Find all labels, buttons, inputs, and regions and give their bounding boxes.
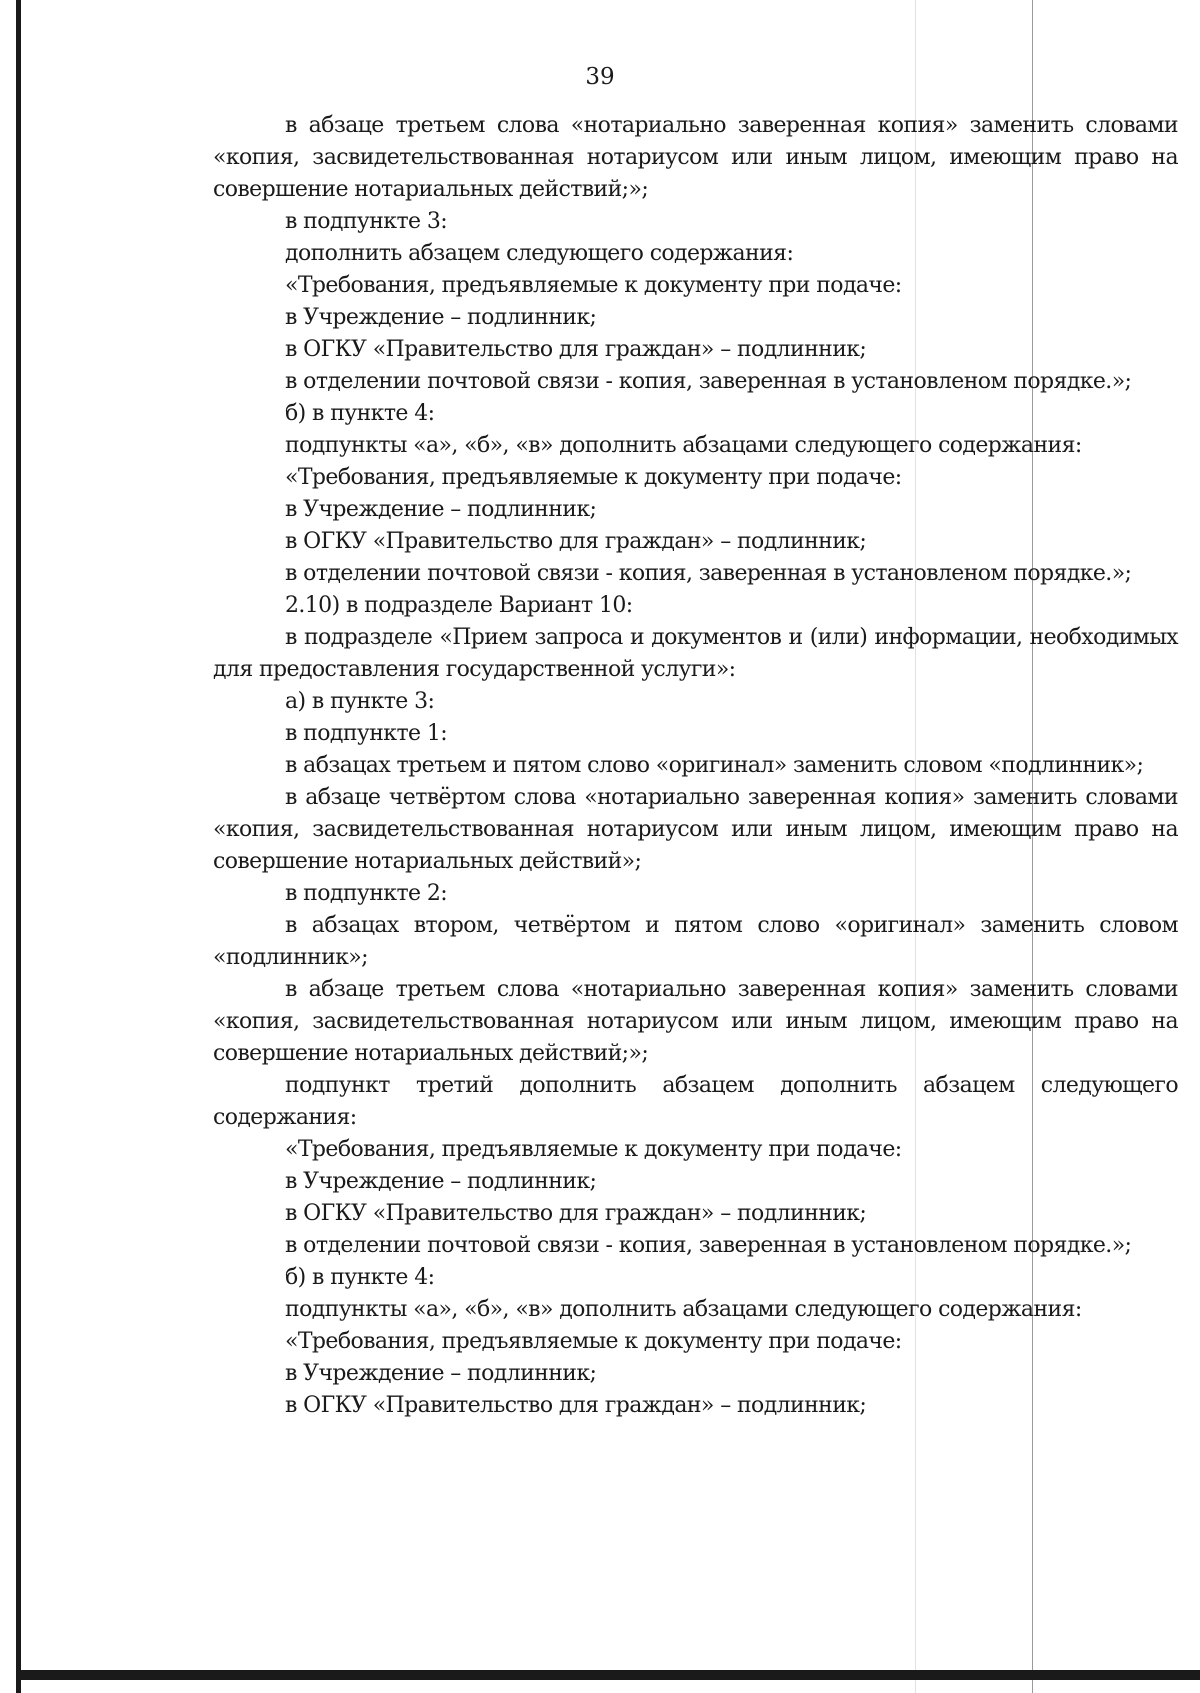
paragraph: в подпункте 1:	[285, 721, 448, 746]
paragraph: подпункты «а», «б», «в» дополнить абзацами следующего содержания:	[285, 433, 1082, 458]
paragraph: в ОГКУ «Правительство для граждан» – подлинник;	[285, 529, 867, 554]
paragraph: в подпункте 3:	[285, 209, 448, 234]
paragraph: в абзаце четвёртом слова «нотариально заверенная копия» заменить словами «копия, засвидетельствованная нотариусом или иным лицом, имеющим право на совершение нотариальных действий»;	[213, 785, 1178, 874]
paragraph: в ОГКУ «Правительство для граждан» – подлинник;	[285, 1201, 867, 1226]
document-body	[213, 110, 1178, 1422]
paragraph: «Требования, предъявляемые к документу при подаче:	[285, 1137, 902, 1162]
paragraph: в Учреждение – подлинник;	[285, 1169, 597, 1194]
paragraph: в Учреждение – подлинник;	[285, 305, 597, 330]
paragraph: а) в пункте 3:	[285, 689, 435, 714]
paragraph: дополнить абзацем следующего содержания:	[285, 241, 794, 266]
paragraph: в отделении почтовой связи - копия, заверенная в установленом порядке.»;	[285, 369, 1132, 394]
paragraph: «Требования, предъявляемые к документу при подаче:	[285, 273, 902, 298]
paragraph: в абзаце третьем слова «нотариально заверенная копия» заменить словами «копия, засвидетельствованная нотариусом или иным лицом, имеющим право на совершение нотариальных действий;»;	[213, 113, 1178, 202]
paragraph: в Учреждение – подлинник;	[285, 497, 597, 522]
paragraph: 2.10) в подразделе Вариант 10:	[285, 593, 633, 618]
scan-left-edge	[16, 0, 21, 1693]
paragraph: в ОГКУ «Правительство для граждан» – подлинник;	[285, 1393, 867, 1418]
paragraph: в абзацах третьем и пятом слово «оригинал» заменить словом «подлинник»;	[285, 753, 1144, 778]
paragraph: в подразделе «Прием запроса и документов и (или) информации, необходимых для предоставления государственной услуги»:	[213, 625, 1178, 682]
scan-bottom-edge	[16, 1670, 1200, 1680]
page-number: 39	[585, 64, 615, 90]
paragraph: б) в пункте 4:	[285, 1265, 435, 1290]
paragraph: в абзацах втором, четвёртом и пятом слово «оригинал» заменить словом «подлинник»;	[213, 913, 1178, 970]
paragraph: в отделении почтовой связи - копия, заверенная в установленом порядке.»;	[285, 561, 1132, 586]
paragraph: в абзаце третьем слова «нотариально заверенная копия» заменить словами «копия, засвидетельствованная нотариусом или иным лицом, имеющим право на совершение нотариальных действий;»;	[213, 977, 1178, 1066]
paragraph: в ОГКУ «Правительство для граждан» – подлинник;	[285, 337, 867, 362]
paragraph: б) в пункте 4:	[285, 401, 435, 426]
paragraph: «Требования, предъявляемые к документу при подаче:	[285, 1329, 902, 1354]
paragraph: в подпункте 2:	[285, 881, 448, 906]
paragraph: в отделении почтовой связи - копия, заверенная в установленом порядке.»;	[285, 1233, 1132, 1258]
paragraph: в Учреждение – подлинник;	[285, 1361, 597, 1386]
paragraph: подпункты «а», «б», «в» дополнить абзацами следующего содержания:	[285, 1297, 1082, 1322]
paragraph: «Требования, предъявляемые к документу при подаче:	[285, 465, 902, 490]
paragraph: подпункт третий дополнить абзацем дополнить абзацем следующего содержания:	[213, 1073, 1178, 1130]
